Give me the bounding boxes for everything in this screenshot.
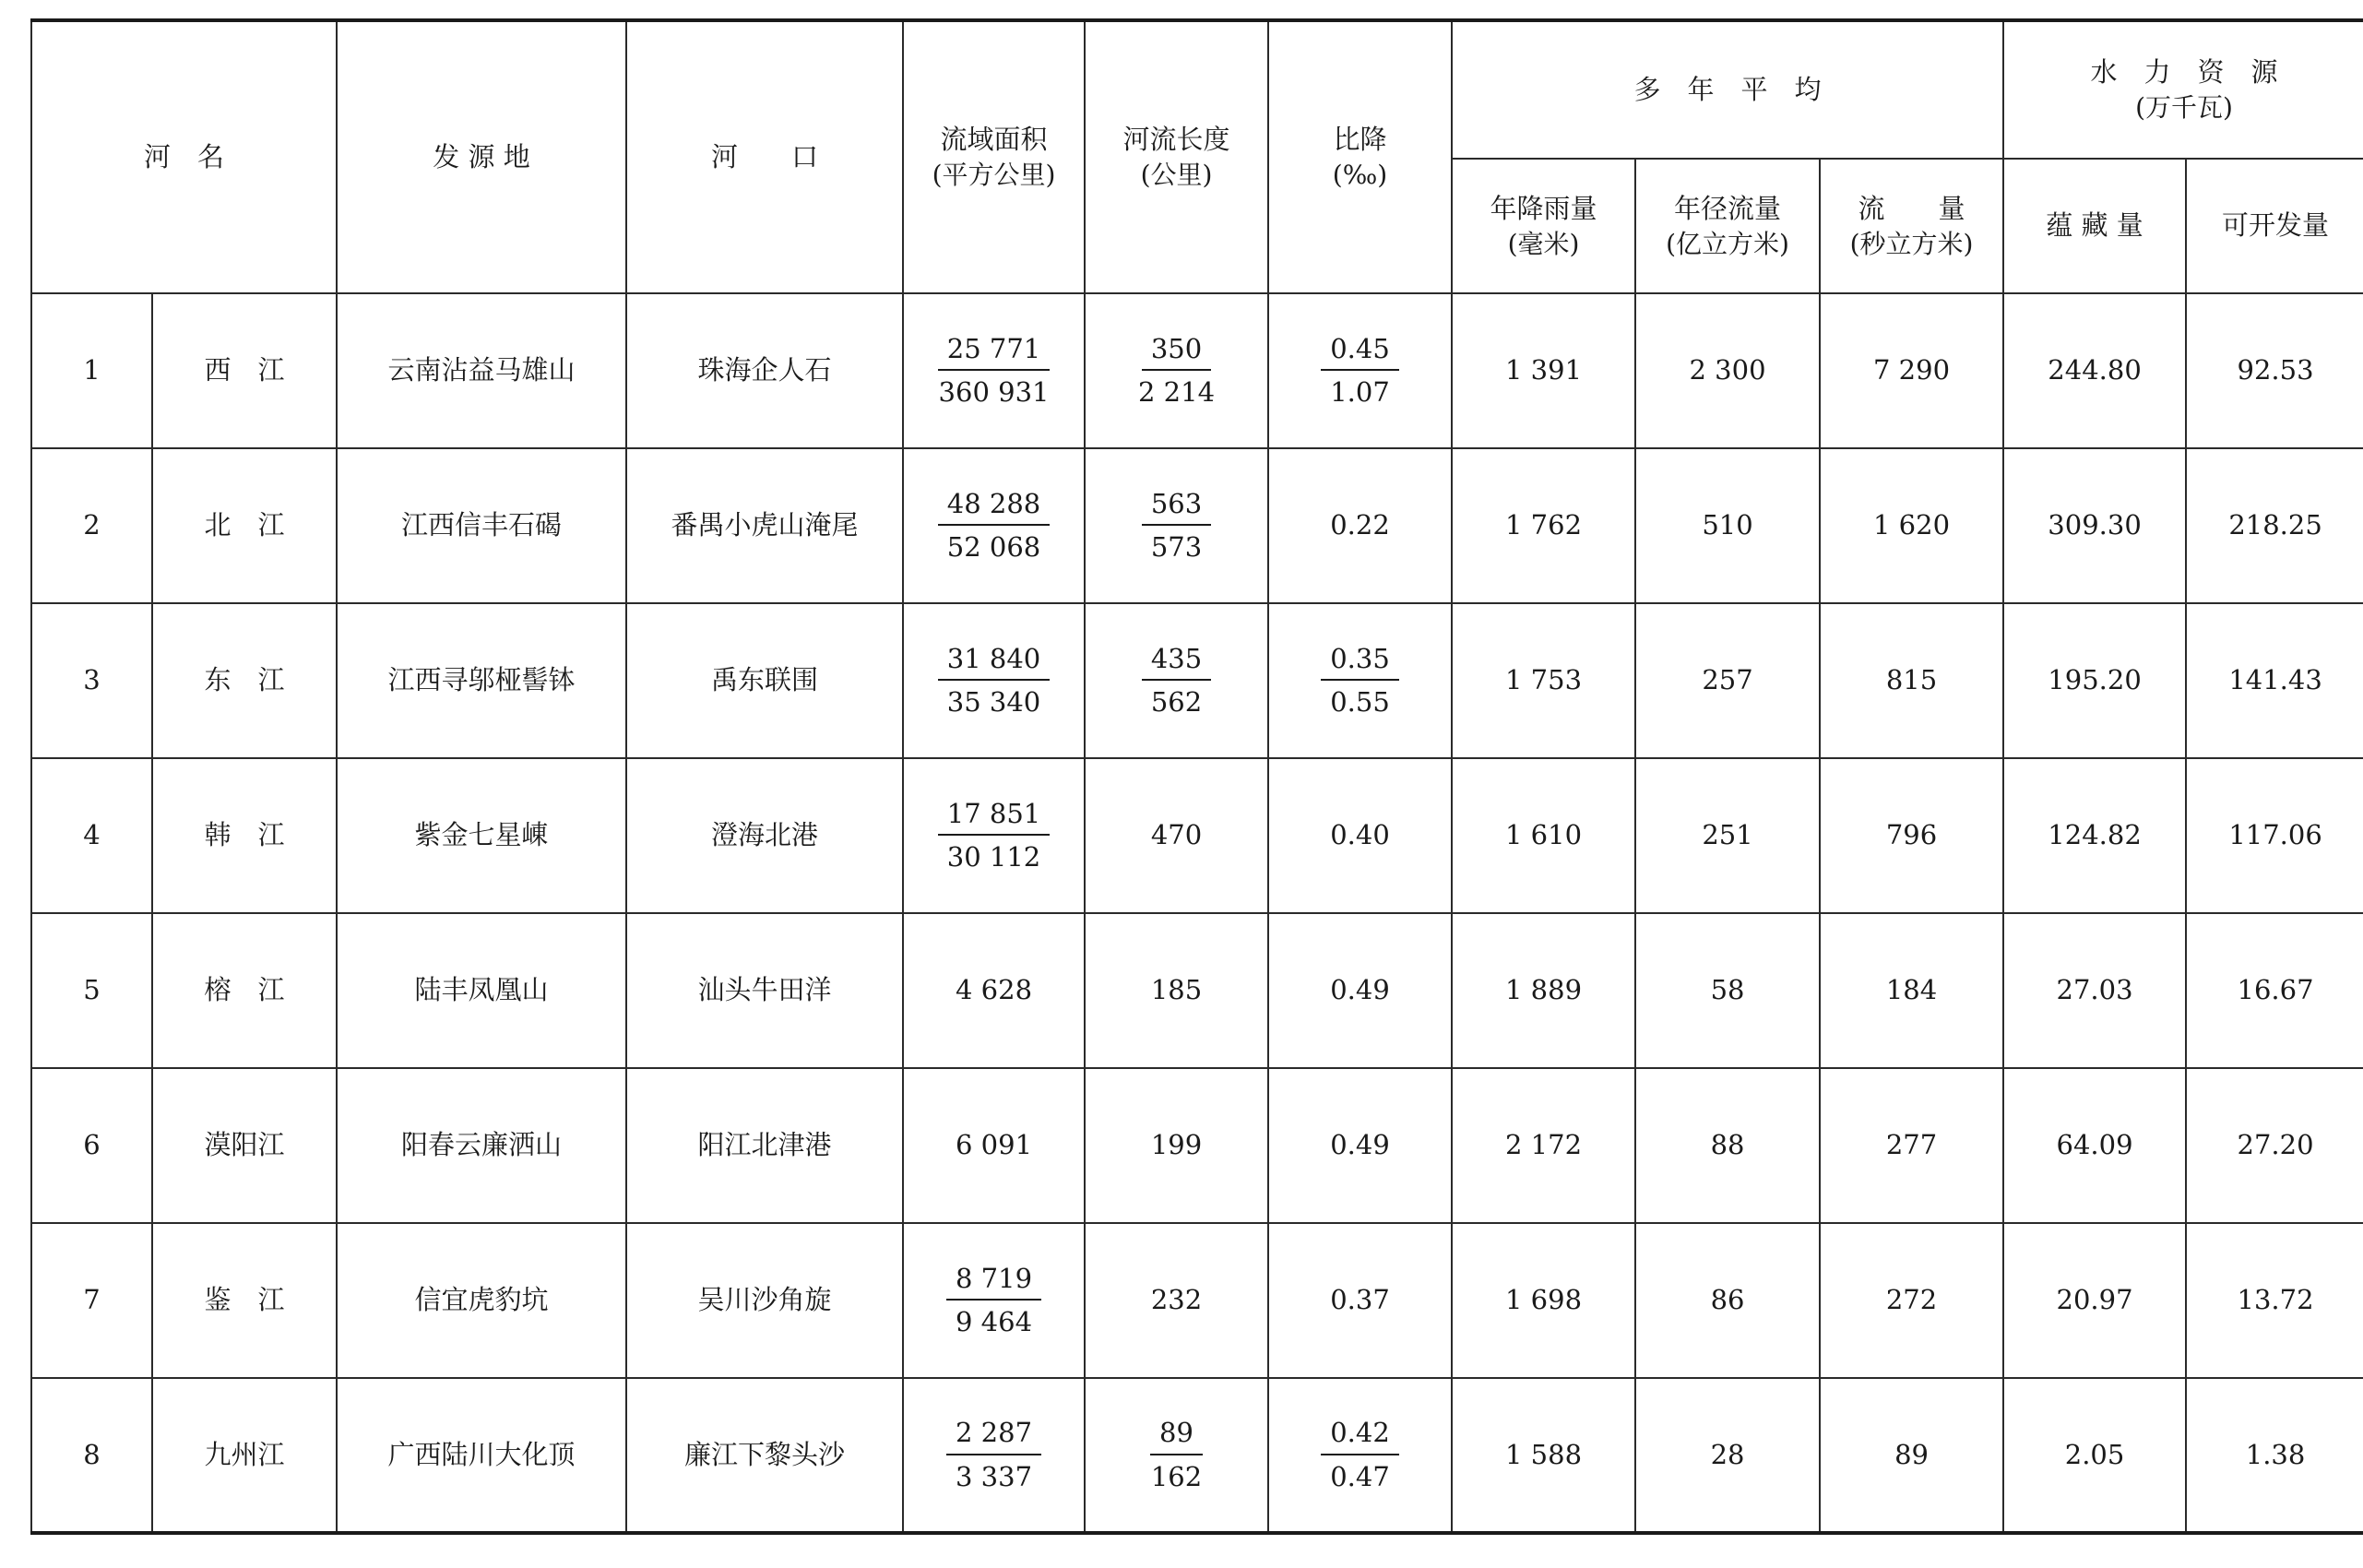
annual-runoff: 510 xyxy=(1635,448,1820,603)
river-source: 陆丰凤凰山 xyxy=(337,913,626,1068)
annual-runoff: 88 xyxy=(1635,1068,1820,1223)
river-length-top: 89 xyxy=(1150,1415,1203,1455)
basin-area-top: 17 851 xyxy=(938,796,1050,836)
flow-rate: 815 xyxy=(1820,603,2003,758)
river-gradient xyxy=(1268,293,1452,448)
table-row xyxy=(31,1378,2363,1533)
table-row xyxy=(31,1068,2363,1223)
river-length-bottom: 573 xyxy=(1150,531,1203,563)
river-source: 阳春云廉洒山 xyxy=(337,1068,626,1223)
header-flow xyxy=(1820,159,2003,293)
basin-area-bottom: 35 340 xyxy=(946,686,1041,718)
river-length: 185 xyxy=(1085,913,1268,1068)
header-basin-area-label: 流域面积 xyxy=(940,124,1048,156)
annual-runoff: 2 300 xyxy=(1635,293,1820,448)
header-hydro-label: 水 力 资 源 xyxy=(2090,56,2278,89)
table-row xyxy=(31,293,2363,448)
gradient-bottom: 0.55 xyxy=(1330,686,1390,718)
annual-rainfall: 1 588 xyxy=(1452,1378,1635,1533)
flow-rate: 184 xyxy=(1820,913,2003,1068)
river-length: 232 xyxy=(1085,1223,1268,1378)
river-length xyxy=(1085,603,1268,758)
flow-rate: 7 290 xyxy=(1820,293,2003,448)
river-name: 榕 江 xyxy=(152,913,337,1068)
river-length xyxy=(1085,293,1268,448)
basin-area-bottom: 360 931 xyxy=(938,376,1050,408)
river-length: 199 xyxy=(1085,1068,1268,1223)
hydro-developable: 117.06 xyxy=(2186,758,2363,913)
river-gradient xyxy=(1268,1378,1452,1533)
header-length-unit: (公里) xyxy=(1140,160,1213,191)
flow-rate: 272 xyxy=(1820,1223,2003,1378)
header-length-label: 河流长度 xyxy=(1122,124,1230,156)
basin-area xyxy=(903,758,1085,913)
basin-area xyxy=(903,448,1085,603)
river-mouth: 澄海北港 xyxy=(626,758,903,913)
table-row xyxy=(31,448,2363,603)
table-row xyxy=(31,913,2363,1068)
hydro-reserve: 195.20 xyxy=(2003,603,2186,758)
hydro-reserve: 20.97 xyxy=(2003,1223,2186,1378)
annual-rainfall: 1 889 xyxy=(1452,913,1635,1068)
river-mouth: 汕头牛田洋 xyxy=(626,913,903,1068)
row-number: 5 xyxy=(31,913,152,1068)
river-length-top: 350 xyxy=(1142,331,1211,371)
annual-rainfall: 1 391 xyxy=(1452,293,1635,448)
gradient-top: 0.45 xyxy=(1321,331,1399,371)
gradient-bottom: 1.07 xyxy=(1330,376,1390,408)
row-number: 4 xyxy=(31,758,152,913)
header-rainfall-unit: (毫米) xyxy=(1507,228,1580,259)
row-number: 2 xyxy=(31,448,152,603)
flow-rate: 1 620 xyxy=(1820,448,2003,603)
river-name: 九州江 xyxy=(152,1378,337,1533)
river-length xyxy=(1085,1378,1268,1533)
basin-area xyxy=(903,293,1085,448)
header-basin-area-unit: (平方公里) xyxy=(932,160,1056,191)
flow-rate: 277 xyxy=(1820,1068,2003,1223)
hydro-developable: 16.67 xyxy=(2186,913,2363,1068)
river-gradient: 0.40 xyxy=(1268,758,1452,913)
flow-rate: 796 xyxy=(1820,758,2003,913)
header-river-name: 河 名 xyxy=(31,20,337,293)
header-annual-average: 多 年 平 均 xyxy=(1452,20,2003,159)
annual-runoff: 86 xyxy=(1635,1223,1820,1378)
header-gradient-unit: (‰) xyxy=(1332,160,1388,191)
header-hydro-resources xyxy=(2003,20,2363,159)
hydro-reserve: 27.03 xyxy=(2003,913,2186,1068)
row-number: 1 xyxy=(31,293,152,448)
hydro-developable: 218.25 xyxy=(2186,448,2363,603)
river-mouth: 廉江下黎头沙 xyxy=(626,1378,903,1533)
river-length-bottom: 162 xyxy=(1150,1460,1203,1492)
hydro-reserve: 2.05 xyxy=(2003,1378,2186,1533)
river-gradient: 0.37 xyxy=(1268,1223,1452,1378)
header-reserve: 蕴 藏 量 xyxy=(2003,159,2186,293)
hydro-developable: 1.38 xyxy=(2186,1378,2363,1533)
row-number: 3 xyxy=(31,603,152,758)
basin-area xyxy=(903,1223,1085,1378)
basin-area-top: 8 719 xyxy=(946,1261,1041,1301)
river-name: 鉴 江 xyxy=(152,1223,337,1378)
header-hydro-unit: (万千瓦) xyxy=(2135,92,2233,124)
river-source: 江西寻邬桠髻钵 xyxy=(337,603,626,758)
river-gradient xyxy=(1268,603,1452,758)
row-number: 7 xyxy=(31,1223,152,1378)
annual-runoff: 28 xyxy=(1635,1378,1820,1533)
annual-rainfall: 1 698 xyxy=(1452,1223,1635,1378)
river-statistics-table xyxy=(30,18,2363,1535)
basin-area-bottom: 3 337 xyxy=(956,1460,1033,1492)
hydro-reserve: 309.30 xyxy=(2003,448,2186,603)
river-gradient: 0.49 xyxy=(1268,1068,1452,1223)
table-row xyxy=(31,758,2363,913)
river-length-top: 435 xyxy=(1142,641,1211,681)
river-length-top: 563 xyxy=(1142,486,1211,526)
river-length-bottom: 2 214 xyxy=(1138,376,1216,408)
row-number: 6 xyxy=(31,1068,152,1223)
basin-area xyxy=(903,603,1085,758)
river-mouth: 番禺小虎山淹尾 xyxy=(626,448,903,603)
river-length: 470 xyxy=(1085,758,1268,913)
river-mouth: 珠海企人石 xyxy=(626,293,903,448)
river-source: 广西陆川大化顶 xyxy=(337,1378,626,1533)
header-rainfall xyxy=(1452,159,1635,293)
river-name: 北 江 xyxy=(152,448,337,603)
flow-rate: 89 xyxy=(1820,1378,2003,1533)
header-mouth: 河 口 xyxy=(626,20,903,293)
annual-rainfall: 1 610 xyxy=(1452,758,1635,913)
gradient-top: 0.42 xyxy=(1321,1415,1399,1455)
header-length xyxy=(1085,20,1268,293)
annual-rainfall: 1 762 xyxy=(1452,448,1635,603)
header-developable: 可开发量 xyxy=(2186,159,2363,293)
basin-area-top: 25 771 xyxy=(938,331,1050,371)
river-length-bottom: 562 xyxy=(1150,686,1203,718)
hydro-developable: 141.43 xyxy=(2186,603,2363,758)
header-basin-area xyxy=(903,20,1085,293)
river-source: 江西信丰石碣 xyxy=(337,448,626,603)
hydro-reserve: 64.09 xyxy=(2003,1068,2186,1223)
basin-area-top: 2 287 xyxy=(946,1415,1041,1455)
annual-runoff: 257 xyxy=(1635,603,1820,758)
header-gradient-label: 比降 xyxy=(1333,124,1387,156)
river-name: 韩 江 xyxy=(152,758,337,913)
basin-area-bottom: 9 464 xyxy=(956,1306,1033,1337)
table-row xyxy=(31,603,2363,758)
header-runoff-label: 年径流量 xyxy=(1674,192,1782,224)
header-source: 发 源 地 xyxy=(337,20,626,293)
table-row xyxy=(31,1223,2363,1378)
river-name: 漠阳江 xyxy=(152,1068,337,1223)
gradient-bottom: 0.47 xyxy=(1330,1460,1390,1492)
river-length xyxy=(1085,448,1268,603)
basin-area-top: 31 840 xyxy=(938,641,1050,681)
hydro-reserve: 244.80 xyxy=(2003,293,2186,448)
header-gradient xyxy=(1268,20,1452,293)
hydro-developable: 92.53 xyxy=(2186,293,2363,448)
basin-area: 6 091 xyxy=(903,1068,1085,1223)
basin-area-bottom: 30 112 xyxy=(946,841,1041,873)
river-source: 紫金七星崠 xyxy=(337,758,626,913)
row-number: 8 xyxy=(31,1378,152,1533)
hydro-developable: 13.72 xyxy=(2186,1223,2363,1378)
header-runoff-unit: (亿立方米) xyxy=(1666,228,1789,259)
river-mouth: 吴川沙角旋 xyxy=(626,1223,903,1378)
annual-rainfall: 2 172 xyxy=(1452,1068,1635,1223)
hydro-reserve: 124.82 xyxy=(2003,758,2186,913)
river-gradient: 0.22 xyxy=(1268,448,1452,603)
annual-runoff: 58 xyxy=(1635,913,1820,1068)
header-flow-label: 流 量 xyxy=(1858,192,1965,224)
hydro-developable: 27.20 xyxy=(2186,1068,2363,1223)
basin-area xyxy=(903,1378,1085,1533)
river-source: 信宜虎豹坑 xyxy=(337,1223,626,1378)
gradient-top: 0.35 xyxy=(1321,641,1399,681)
header-runoff xyxy=(1635,159,1820,293)
river-source: 云南沾益马雄山 xyxy=(337,293,626,448)
header-flow-unit: (秒立方米) xyxy=(1849,228,1974,259)
river-mouth: 禹东联围 xyxy=(626,603,903,758)
basin-area: 4 628 xyxy=(903,913,1085,1068)
basin-area-top: 48 288 xyxy=(938,486,1050,526)
river-name: 西 江 xyxy=(152,293,337,448)
header-rainfall-label: 年降雨量 xyxy=(1490,192,1597,224)
basin-area-bottom: 52 068 xyxy=(946,531,1041,563)
river-mouth: 阳江北津港 xyxy=(626,1068,903,1223)
river-name: 东 江 xyxy=(152,603,337,758)
annual-runoff: 251 xyxy=(1635,758,1820,913)
river-gradient: 0.49 xyxy=(1268,913,1452,1068)
annual-rainfall: 1 753 xyxy=(1452,603,1635,758)
